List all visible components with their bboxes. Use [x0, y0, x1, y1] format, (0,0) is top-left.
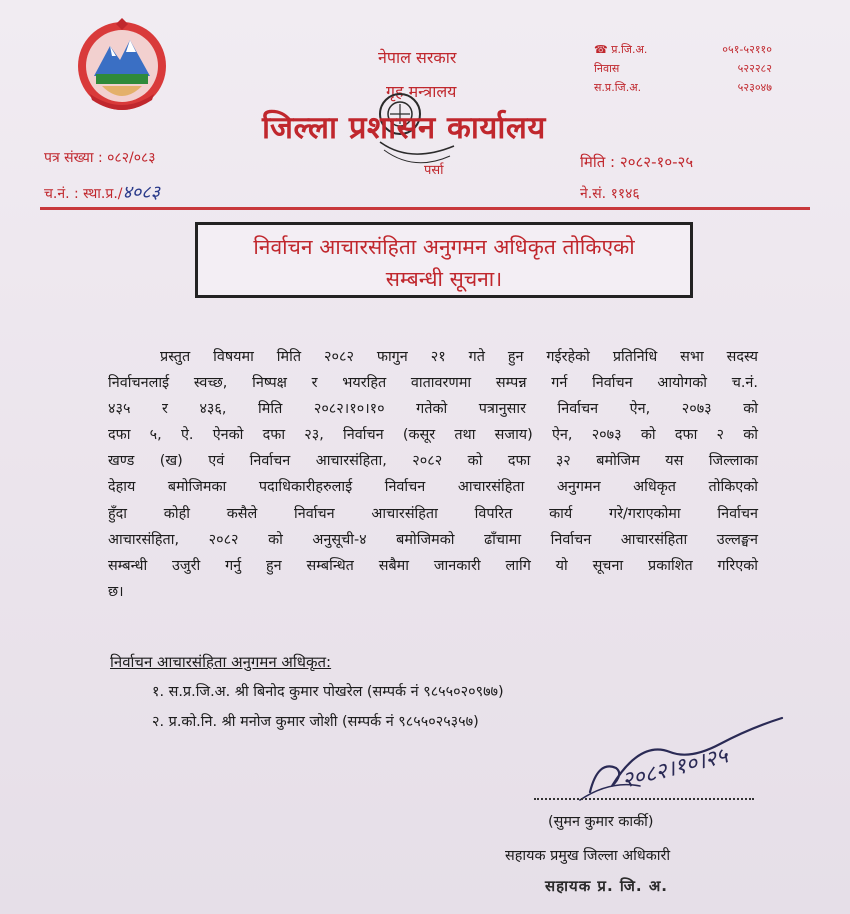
body-line: ४३५ र ४३६, मिति २०८२।१०।१० गतेको पत्रानुसार निर्वाचन ऐन, २०७३ को — [108, 401, 758, 418]
dispatch-number-value: ४०८३ — [122, 182, 160, 203]
body-line: सम्बन्धी उजुरी गर्नु हुन सम्बन्धित सबैमा जानकारी लागि यो सूचना प्रकाशित गरिएको — [108, 557, 758, 574]
notice-body — [108, 344, 758, 605]
body-line: देहाय बमोजिमका पदाधिकारीहरुलाई निर्वाचन आचारसंहिता अनुगमन अधिकृत तोकिएको — [108, 479, 758, 496]
body-line: छ। — [108, 583, 124, 600]
district-name: पर्सा — [424, 163, 444, 178]
nepal-emblem-icon — [72, 16, 172, 114]
body-line: खण्ड (ख) एवं निर्वाचन आचारसंहिता, २०८२ को दफा ३२ बमोजिम यस जिल्लाका — [108, 453, 758, 470]
contact-block — [594, 40, 772, 97]
designation-stamp: सहायक प्र. जि. अ. — [545, 877, 668, 895]
nepal-sambat-date — [580, 184, 640, 203]
signatory-title: सहायक प्रमुख जिल्ला अधिकारी — [505, 848, 671, 864]
contact-value: ५२३०४७ — [737, 81, 772, 94]
notice-title-box — [195, 222, 693, 298]
body-line: आचारसंहिता, २०८२ को अनुसूची-४ बमोजिमको ढाँचामा निर्वाचन आचारसंहिता उल्लङ्घन — [108, 531, 758, 548]
contact-row — [594, 40, 772, 59]
contact-value: ५२२२८२ — [737, 62, 772, 75]
contact-label: ☎ प्र.जि.अ. — [594, 43, 648, 56]
letter-number — [44, 148, 156, 167]
issue-date-value: २०८२-१०-२५ — [619, 153, 694, 171]
officer-item: १. स.प्र.जि.अ. श्री बिनोद कुमार पोखरेल (सम्पर्क नं ९८५५०२०९७७) — [152, 684, 504, 700]
body-line: दफा ५, ऐ. ऐनको दफा २३, निर्वाचन (कसूर तथा सजाय) ऐन, २०७३ को दफा २ को — [108, 427, 758, 444]
ministry-name: गृह मन्त्रालय — [386, 82, 457, 101]
officer-item: २. प्र.को.नि. श्री मनोज कुमार जोशी (सम्पर्क नं ९८५५०२५३५७) — [152, 714, 479, 730]
office-title: जिल्ला प्रशासन कार्यालय — [262, 110, 546, 146]
issue-date — [580, 152, 693, 172]
government-name: नेपाल सरकार — [378, 48, 457, 67]
dispatch-number-label: च.नं. : स्था.प्र./ — [44, 186, 123, 202]
nepal-sambat-label: ने.सं. — [580, 186, 607, 202]
handwritten-signature — [520, 700, 800, 810]
contact-value: ०५१-५२११० — [722, 43, 772, 56]
signature-line — [534, 798, 754, 800]
notice-title-line2: सम्बन्धी सूचना। — [385, 267, 503, 291]
dispatch-number — [44, 180, 160, 204]
officers-heading: निर्वाचन आचारसंहिता अनुगमन अधिकृत: — [110, 653, 332, 671]
signature-date: २०८२।१०।२५ — [619, 743, 731, 794]
body-line: प्रस्तुत विषयमा मिति २०८२ फागुन २१ गते हुन गईरहेको प्रतिनिधि सभा सदस्य — [160, 349, 758, 365]
body-line: हुँदा कोही कसैले निर्वाचन आचारसंहिता विपरित कार्य गरे/गराएकोमा निर्वाचन — [108, 505, 758, 522]
header-divider — [40, 207, 810, 210]
notice-title-line1: निर्वाचन आचारसंहिता अनुगमन अधिकृत तोकिएको — [253, 235, 635, 259]
contact-row — [594, 59, 772, 78]
letter-number-value: ०८२/०८३ — [107, 150, 156, 166]
letter-number-label: पत्र संख्या : — [44, 150, 103, 166]
contact-label: निवास — [594, 62, 620, 75]
body-line: निर्वाचनलाई स्वच्छ, निष्पक्ष र भयरहित वातावरणमा सम्पन्न गर्न निर्वाचन आयोगको च.नं. — [108, 375, 758, 392]
contact-row — [594, 78, 772, 97]
contact-label: स.प्र.जि.अ. — [594, 81, 642, 94]
signatory-name: (सुमन कुमार कार्की) — [548, 814, 654, 830]
nepal-sambat-value: ११४६ — [610, 186, 640, 202]
issue-date-label: मिति : — [580, 153, 616, 171]
